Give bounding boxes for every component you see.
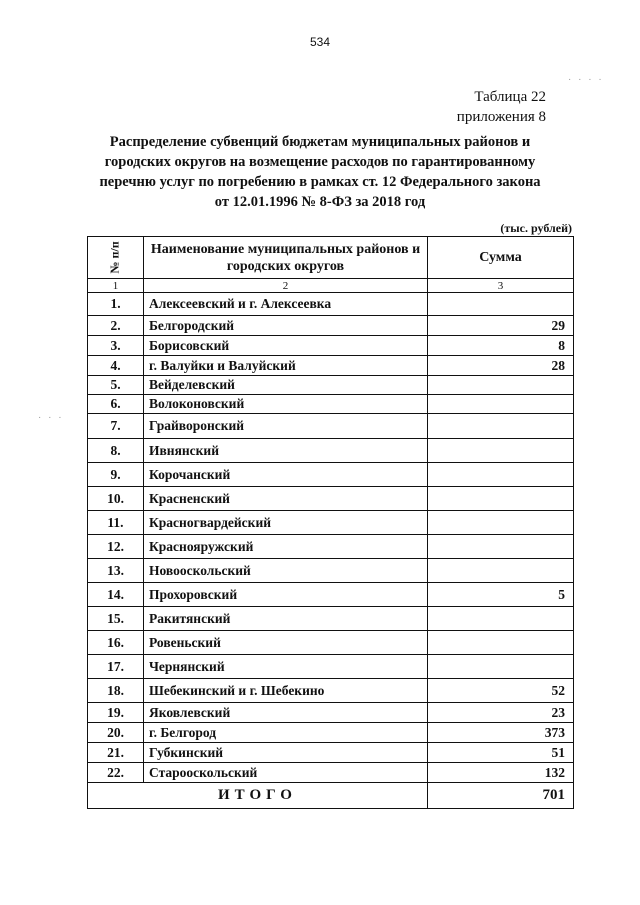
row-name: Ровеньский xyxy=(144,631,428,655)
row-number: 11. xyxy=(88,511,144,535)
row-number: 7. xyxy=(88,414,144,439)
row-number: 2. xyxy=(88,316,144,336)
row-number: 9. xyxy=(88,463,144,487)
scan-artifact: · · · xyxy=(38,412,64,423)
row-sum: 28 xyxy=(428,356,574,376)
row-sum xyxy=(428,607,574,631)
row-name: Краснояружский xyxy=(144,535,428,559)
row-name: Ракитянский xyxy=(144,607,428,631)
row-sum xyxy=(428,535,574,559)
table-row xyxy=(88,763,574,783)
page-number: 534 xyxy=(309,35,331,49)
row-sum: 132 xyxy=(428,763,574,783)
col-number: 2 xyxy=(144,279,428,293)
table-row xyxy=(88,439,574,463)
row-name: Губкинский xyxy=(144,743,428,763)
table-row xyxy=(88,743,574,763)
row-sum: 29 xyxy=(428,316,574,336)
header-sum: Сумма xyxy=(428,237,574,279)
header-name: Наименование муниципальных районов и городских округов xyxy=(144,237,428,279)
table-ref-line2: приложения 8 xyxy=(456,109,546,125)
header-num xyxy=(88,237,144,279)
row-sum xyxy=(428,376,574,395)
row-sum: 5 xyxy=(428,583,574,607)
table-row xyxy=(88,679,574,703)
title-line: от 12.01.1996 № 8-ФЗ за 2018 год xyxy=(214,194,426,210)
table-row xyxy=(88,487,574,511)
table-ref-line1: Таблица 22 xyxy=(474,89,546,105)
row-number: 6. xyxy=(88,395,144,414)
row-name: Борисовский xyxy=(144,336,428,356)
row-name: Белгородский xyxy=(144,316,428,336)
table-row xyxy=(88,336,574,356)
row-sum xyxy=(428,511,574,535)
row-sum: 373 xyxy=(428,723,574,743)
row-sum xyxy=(428,414,574,439)
header-num-label: № п/п xyxy=(107,241,122,274)
title-line: Распределение субвенций бюджетам муниципальных районов и xyxy=(109,134,531,150)
row-name: Старооскольский xyxy=(144,763,428,783)
row-name: г. Валуйки и Валуйский xyxy=(144,356,428,376)
row-sum xyxy=(428,487,574,511)
table-row xyxy=(88,583,574,607)
title-line: перечню услуг по погребению в рамках ст. 12 Федерального закона xyxy=(99,174,541,190)
row-number: 13. xyxy=(88,559,144,583)
row-number: 4. xyxy=(88,356,144,376)
table-row xyxy=(88,535,574,559)
row-name: Алексеевский и г. Алексеевка xyxy=(144,293,428,316)
column-number-row xyxy=(88,279,574,293)
row-sum xyxy=(428,463,574,487)
row-number: 22. xyxy=(88,763,144,783)
total-row xyxy=(88,783,574,809)
row-number: 5. xyxy=(88,376,144,395)
table-row xyxy=(88,463,574,487)
table-row xyxy=(88,655,574,679)
total-label: ИТОГО xyxy=(88,783,428,809)
row-name: г. Белгород xyxy=(144,723,428,743)
row-sum xyxy=(428,655,574,679)
row-sum xyxy=(428,631,574,655)
row-name: Красногвардейский xyxy=(144,511,428,535)
table-row xyxy=(88,631,574,655)
table-row xyxy=(88,414,574,439)
table-reference xyxy=(457,87,546,127)
row-number: 15. xyxy=(88,607,144,631)
row-name: Прохоровский xyxy=(144,583,428,607)
table-row xyxy=(88,356,574,376)
row-sum: 52 xyxy=(428,679,574,703)
total-sum: 701 xyxy=(428,783,574,809)
row-name: Красненский xyxy=(144,487,428,511)
col-number: 3 xyxy=(428,279,574,293)
row-number: 17. xyxy=(88,655,144,679)
row-number: 3. xyxy=(88,336,144,356)
row-sum: 51 xyxy=(428,743,574,763)
col-number: 1 xyxy=(88,279,144,293)
row-number: 14. xyxy=(88,583,144,607)
row-name: Ивнянский xyxy=(144,439,428,463)
row-sum: 8 xyxy=(428,336,574,356)
table-header-row xyxy=(88,237,574,279)
row-number: 1. xyxy=(88,293,144,316)
table-row xyxy=(88,395,574,414)
scan-artifact: · · · · xyxy=(568,74,604,85)
table-row xyxy=(88,607,574,631)
row-sum xyxy=(428,439,574,463)
row-name: Волоконовский xyxy=(144,395,428,414)
row-sum: 23 xyxy=(428,703,574,723)
row-number: 12. xyxy=(88,535,144,559)
row-name: Чернянский xyxy=(144,655,428,679)
row-number: 19. xyxy=(88,703,144,723)
document-title xyxy=(60,132,580,212)
row-sum xyxy=(428,293,574,316)
subsidy-table xyxy=(87,236,574,809)
row-number: 10. xyxy=(88,487,144,511)
units-label: (тыс. рублей) xyxy=(500,221,572,235)
title-line: городских округов на возмещение расходов по гарантированному xyxy=(104,154,536,170)
row-number: 8. xyxy=(88,439,144,463)
row-number: 18. xyxy=(88,679,144,703)
table-row xyxy=(88,376,574,395)
row-number: 16. xyxy=(88,631,144,655)
row-name: Яковлевский xyxy=(144,703,428,723)
table-row xyxy=(88,559,574,583)
table-row xyxy=(88,316,574,336)
table-row xyxy=(88,703,574,723)
table-row xyxy=(88,293,574,316)
table-row xyxy=(88,723,574,743)
row-name: Корочанский xyxy=(144,463,428,487)
row-number: 21. xyxy=(88,743,144,763)
row-sum xyxy=(428,395,574,414)
row-sum xyxy=(428,559,574,583)
table-row xyxy=(88,511,574,535)
row-name: Вейделевский xyxy=(144,376,428,395)
row-name: Новооскольский xyxy=(144,559,428,583)
row-name: Шебекинский и г. Шебекино xyxy=(144,679,428,703)
row-number: 20. xyxy=(88,723,144,743)
row-name: Грайворонский xyxy=(144,414,428,439)
